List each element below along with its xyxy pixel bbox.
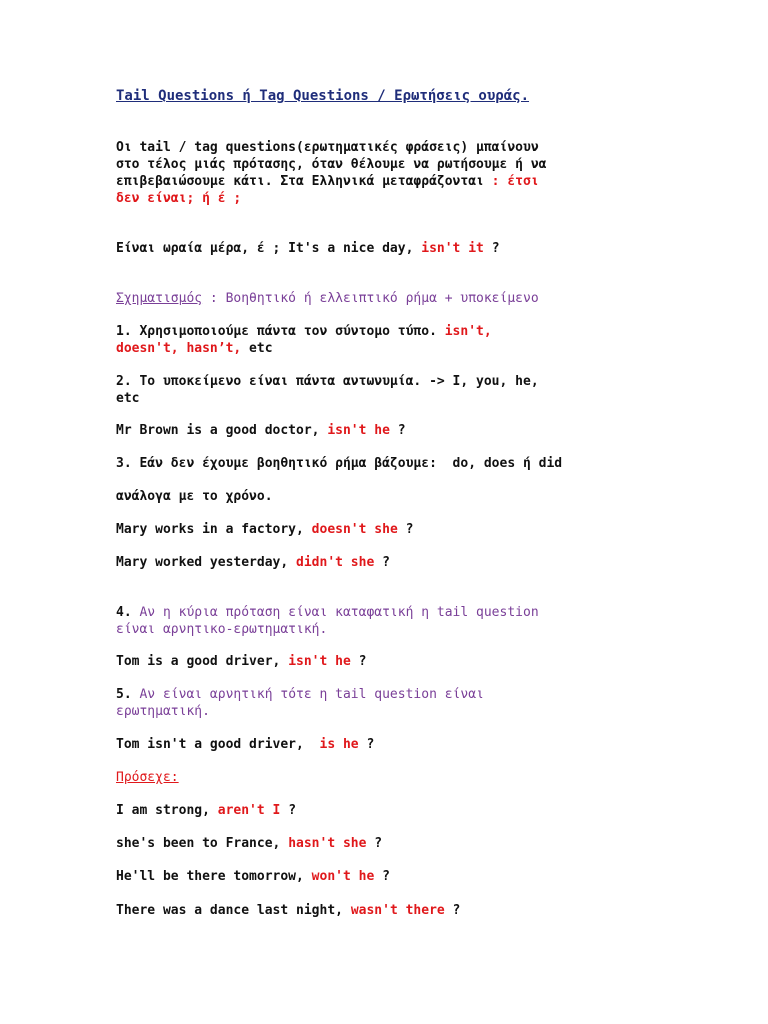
rule-1-tag-b: doesn't, hasn’t,	[116, 341, 242, 356]
rule-5-number: 5.	[116, 687, 132, 702]
example-strong	[116, 802, 296, 819]
example-mary-works	[116, 521, 413, 538]
example-end: ?	[389, 423, 406, 438]
example-tag: isn't he	[327, 423, 390, 438]
example-text: Είναι ωραία μέρα, έ ; It's a nice day,	[116, 241, 422, 256]
example-france	[116, 835, 382, 852]
example-tom-not-good	[116, 736, 374, 753]
example-tag: doesn't she	[311, 522, 398, 537]
example-end: ?	[397, 522, 414, 537]
example-tag: isn't he	[288, 654, 351, 669]
example-text: she's been to France,	[116, 836, 289, 851]
example-text: Tom is a good driver,	[116, 654, 289, 669]
example-brown	[116, 422, 406, 439]
intro-line-4: δεν είναι; ή έ ;	[116, 191, 242, 206]
rule-1-tag-a: isn't,	[444, 324, 492, 339]
example-dance	[116, 902, 460, 919]
example-text: There was a dance last night,	[116, 903, 351, 918]
example-end: ?	[374, 555, 390, 570]
example-end: ?	[374, 869, 390, 884]
example-end: ?	[358, 737, 375, 752]
example-tag: didn't she	[296, 555, 375, 570]
rule-4-line-1	[116, 604, 539, 621]
example-text: Mary worked yesterday,	[116, 555, 297, 570]
rule-2-line-1: 2. Το υποκείμενο είναι πάντα αντωνυμία. -> I, you, he,	[116, 374, 539, 389]
intro-text: επιβεβαιώσουμε κάτι. Στα Ελληνικά μεταφράζονται	[116, 174, 484, 189]
example-tag: aren't I	[217, 803, 281, 818]
rule-4-text: Αν η κύρια πρόταση είναι καταφατική η tail question	[131, 605, 539, 620]
example-tag: hasn't she	[288, 836, 367, 851]
rule-4-number: 4.	[116, 605, 132, 620]
example-nice-day	[116, 240, 500, 257]
example-end: ?	[366, 836, 383, 851]
example-text: Tom isn't a good driver,	[116, 737, 320, 752]
note-heading: Πρόσεχε:	[116, 770, 179, 785]
example-tag: isn't it	[421, 241, 484, 256]
example-text: Mary works in a factory,	[116, 522, 312, 537]
example-mary-worked	[116, 554, 390, 571]
rule-1-end: etc	[241, 341, 273, 356]
example-tag: won't he	[311, 869, 375, 884]
example-tag: is he	[319, 737, 359, 752]
rule-4-line-2: είναι αρνητικο-ερωτηματική.	[116, 622, 328, 637]
intro-line-1: Οι tail / tag questions(ερωτηματικές φράσεις) μπαίνουν	[116, 140, 539, 155]
rule-5-text: Αν είναι αρνητική τότε η tail question είναι	[131, 687, 484, 702]
intro-translation: : έτσι	[483, 174, 539, 189]
formation-label: Σχηματισμός	[116, 291, 203, 306]
example-tom-good	[116, 653, 366, 670]
example-text: Mr Brown is a good doctor,	[116, 423, 328, 438]
rule-5-line-2: ερωτηματική.	[116, 704, 210, 719]
example-end: ?	[444, 903, 461, 918]
rule-5-line-1	[116, 686, 484, 703]
rule-1-line-2	[116, 340, 273, 357]
rule-3-line-1: 3. Εάν δεν έχουμε βοηθητικό ρήμα βάζουμε: do, does ή did	[116, 456, 563, 471]
rule-1-line-1	[116, 323, 492, 340]
formation-rest: : Βοηθητικό ή ελλειπτικό ρήμα + υποκείμενο	[202, 291, 539, 306]
rule-3-line-2: ανάλογα με το χρόνο.	[116, 489, 273, 504]
example-end: ?	[483, 241, 500, 256]
page-title: Tail Questions ή Tag Questions / Ερωτήσεις ουράς.	[116, 88, 530, 104]
intro-line-2: στο τέλος μιάς πρότασης, όταν θέλουμε να ρωτήσουμε ή να	[116, 157, 547, 172]
example-tag: wasn't there	[350, 903, 445, 918]
example-text: He'll be there tomorrow,	[116, 869, 312, 884]
example-end: ?	[280, 803, 297, 818]
example-tomorrow	[116, 868, 390, 885]
rule-2-line-2: etc	[116, 391, 140, 406]
intro-line-3	[116, 173, 539, 190]
example-end: ?	[350, 654, 367, 669]
example-text: I am strong,	[116, 803, 218, 818]
rule-1-text: 1. Χρησιμοποιούμε πάντα τον σύντομο τύπο.	[116, 324, 445, 339]
formation-line	[116, 290, 539, 307]
